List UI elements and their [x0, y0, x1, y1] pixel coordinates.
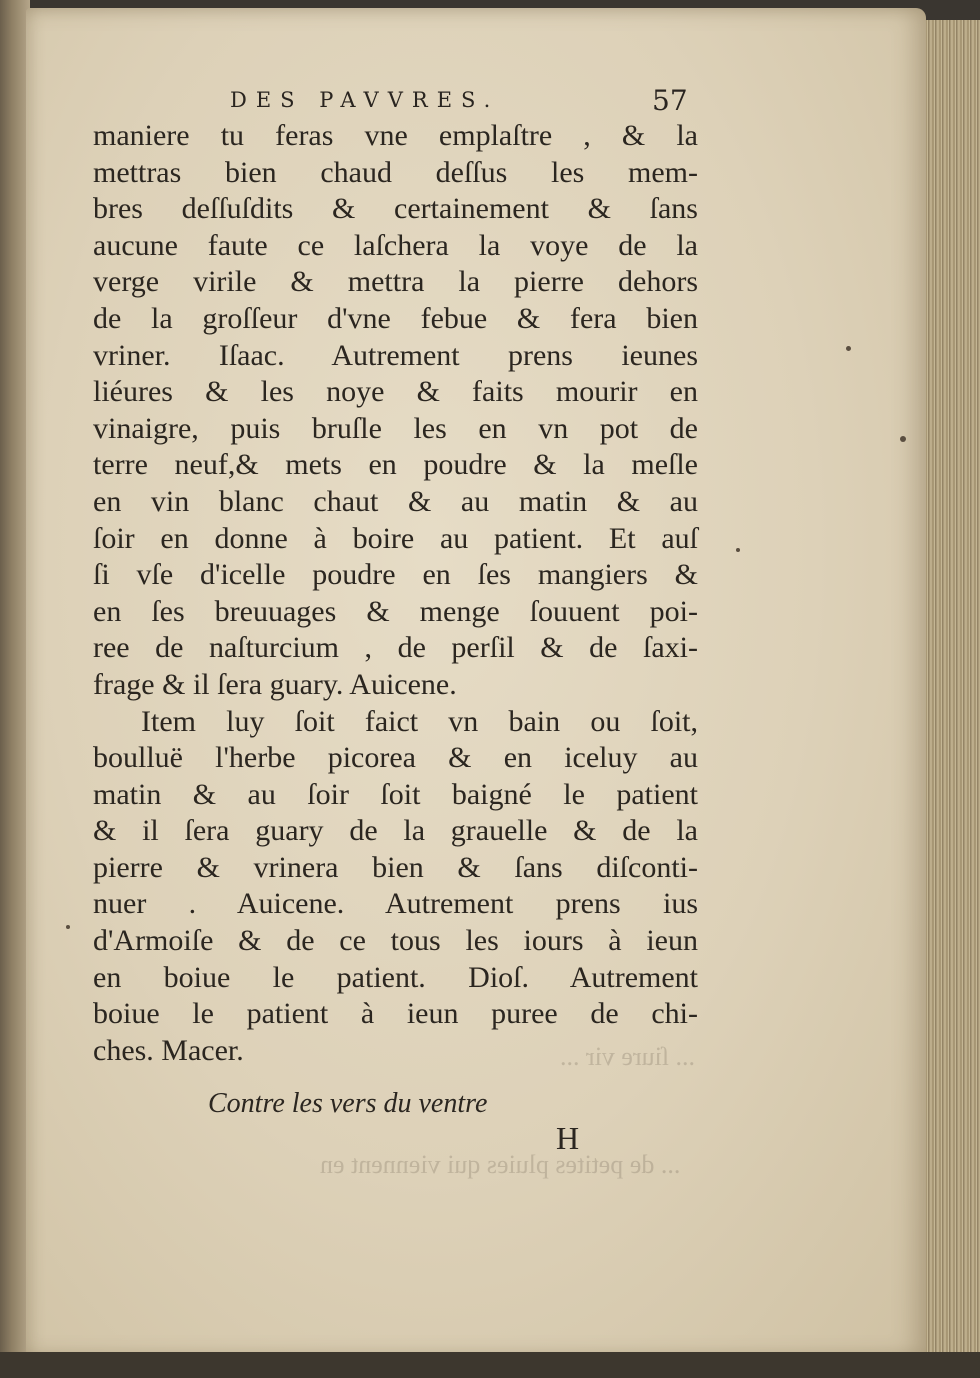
- text-line: ſoir en donne à boire au patient. Et auſ: [93, 521, 698, 555]
- text-line: bres deſſuſdits & certainement & ſans: [93, 192, 698, 226]
- text-line: terre neuf,& mets en poudre & la meſle: [93, 448, 698, 482]
- text-line: en boiue le patient. Dioſ. Autrement: [93, 960, 698, 994]
- text-line: en ſes breuuages & menge ſouuent poi-: [93, 594, 698, 628]
- text-line: vinaigre, puis bruſle les en vn pot de: [93, 411, 698, 445]
- section-heading: Contre les vers du ventre: [208, 1088, 488, 1119]
- signature-mark: H: [556, 1120, 580, 1156]
- text-line: pierre & vrinera bien & ſans diſconti-: [93, 850, 698, 884]
- text-line: ſi vſe d'icelle poudre en ſes mangiers &: [93, 558, 698, 592]
- text-line: ches. Macer.: [93, 1033, 244, 1067]
- text-line: boulluë l'herbe picorea & en iceluy au: [93, 741, 698, 775]
- ink-spot: [736, 548, 740, 552]
- ink-spot: [846, 346, 851, 351]
- text-line: boiue le patient à ieun puree de chi-: [93, 997, 698, 1031]
- text-line: maniere tu feras vne emplaſtre , & la: [93, 119, 698, 152]
- text-line: Item luy ſoit faict vn bain ou ſoit,: [141, 704, 698, 738]
- text-line: verge virile & mettra la pierre dehors: [93, 265, 698, 299]
- body-text: [93, 118, 698, 1069]
- text-line: d'Armoiſe & de ce tous les iours à ieun: [93, 924, 698, 958]
- bleed-through-text: ... de petites pluies qui viennent en: [320, 1150, 681, 1179]
- running-head: DES PAVVRES.: [230, 88, 500, 112]
- page-number: 57: [652, 84, 688, 117]
- text-line: & il ſera guary de la grauelle & de la: [93, 814, 698, 848]
- ink-spot: [66, 925, 70, 929]
- bottom-shadow: [0, 1352, 980, 1378]
- text-line: matin & au ſoir ſoit baigné le patient: [93, 777, 698, 811]
- text-line: aucune faute ce laſchera la voye de la: [93, 228, 698, 262]
- text-line: de la groſſeur d'vne febue & fera bien: [93, 301, 698, 335]
- text-line: en vin blanc chaut & au matin & au: [93, 484, 698, 518]
- text-line: vriner. Iſaac. Autrement prens ieunes: [93, 338, 698, 372]
- ink-spot: [900, 436, 906, 442]
- bleed-through-text: ... ſiure vir ...: [560, 1042, 696, 1071]
- text-line: liéures & les noye & faits mourir en: [93, 375, 698, 409]
- text-line: frage & il ſera guary. Auicene.: [93, 667, 457, 701]
- text-line: nuer . Auicene. Autrement prens ius: [93, 887, 698, 921]
- text-line: mettras bien chaud deſſus les mem-: [93, 155, 698, 189]
- text-line: ree de naſturcium , de perſil & de ſaxi-: [93, 631, 698, 665]
